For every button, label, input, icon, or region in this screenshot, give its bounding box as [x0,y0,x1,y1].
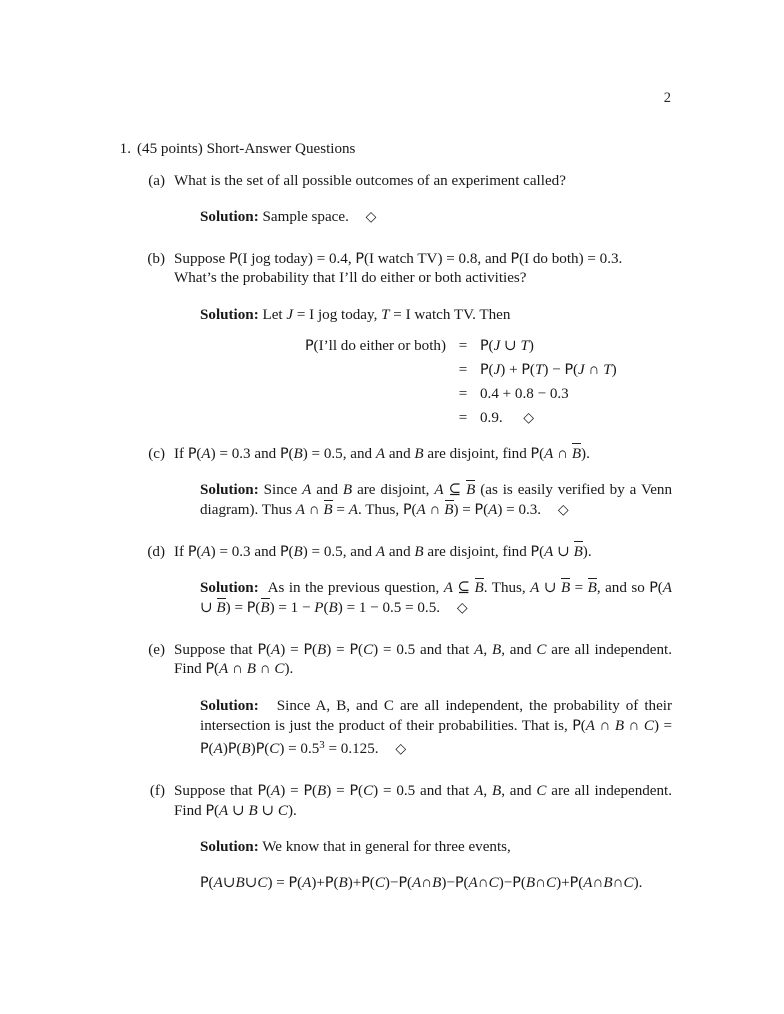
subpart-d-solution [200,579,672,618]
subpart-c-solution [200,481,672,520]
subpart-f-label: (f) [149,782,165,799]
equation-rhs: P(J ∪ T) [480,338,534,355]
equation-relation: = [458,362,468,379]
equation-lhs: P(I’ll do either or both) [305,338,446,355]
solution-heading: Solution: [200,307,259,324]
subpart-b [137,250,672,431]
solution-heading: Solution: [200,839,259,856]
solution-body: Sample space. [262,209,349,226]
equation-row [200,383,720,407]
subpart-b-solution [200,306,672,326]
subpart-a-label: (a) [148,172,165,189]
solution-heading: Solution: [200,580,259,597]
solution-heading: Solution: [200,482,259,499]
equation-lhs [200,359,446,383]
subpart-c-question: If P(A) = 0.3 and P(B) = 0.5, and A and B are disjoint, find P(A ∩ B). [174,445,672,465]
solution-heading: Solution: [200,697,259,714]
equation-relation: = [458,338,468,355]
subpart-d [137,543,672,619]
equation-lhs [200,407,446,431]
aligned-equation-b [200,335,720,431]
solution-heading: Solution: [200,209,259,226]
subpart-e-solution [200,697,672,760]
subpart-f-question: Suppose that P(A) = P(B) = P(C) = 0.5 and that A, B, and C are all independent. Find P(A ∪ B ∪ C). [174,782,673,819]
subpart-e-label: (e) [148,641,165,658]
solution-body: Since A, B, and C are all independent, the probability of their intersection is just the product of their probabilities. That is, P(A ∩ B ∩ $C) = P(A)P(B)P(C) = 0.5^3 = 0.125$. [200,697,673,758]
solution-body: Let J = I jog today, T = I watch TV. Then [262,307,511,324]
qed-symbol: ◇ [557,503,569,519]
subpart-f-solution [200,838,672,893]
subpart-c [137,445,672,521]
solution-body: We know that in general for three events, [262,839,511,856]
equation-rhs: P(J) + P(T) − P(J ∩ T) [480,362,617,379]
equation-rhs: 0.9. ◇ [480,407,720,431]
problem-label: 1. [119,141,131,157]
equation-lhs [200,383,446,407]
equation-relation: = [458,386,468,403]
subparts-list [137,172,672,893]
solution-body: As in the previous question, A ⊆ B. Thus, A ∪ B = B, and so P(A ∪ B) = P(B) = 1 − P(B) = 1 − 0.5 = 0.5. [200,580,672,616]
qed-symbol: ◇ [365,210,377,226]
problem-title: (45 points) Short-Answer Questions [137,141,356,157]
equation-rhs: 0.4 + 0.8 − 0.3 [480,386,569,403]
problem-list [110,140,672,893]
subpart-a [137,172,672,228]
subpart-b-label: (b) [147,250,165,267]
subpart-a-question: What is the set of all possible outcomes of an experiment called? [174,172,566,189]
equation-row [200,335,720,359]
subpart-b-question-line-2: What’s the probability that I’ll do either or both activities? [174,270,527,287]
subpart-c-label: (c) [148,445,165,462]
subpart-f [137,782,672,893]
subpart-e [137,641,672,760]
subpart-d-label: (d) [147,543,165,560]
equation-row [200,407,720,431]
subpart-b-question-line-1: Suppose P(I jog today) = 0.4, P(I watch TV) = 0.8, and P(I do both) = 0.3. [174,250,623,267]
solution-body: Since A and B are disjoint, A ⊆ B (as is easily verified by a Venn diagram). Thus A ∩ B = A. Thus, P(A ∩ B) = P(A) = 0.3. [200,482,672,518]
display-equation-f: P(A∪B∪C) = P(A)+P(B)+P(C)−P(A∩B)−P(A∩C)−P(B∩C)+P(A∩B∩C). [200,874,643,891]
subpart-a-solution [200,208,672,228]
problem-item-1 [110,140,672,893]
qed-symbol: ◇ [523,411,534,427]
page-number: 2 [663,90,671,106]
qed-symbol: ◇ [395,742,407,758]
subpart-e-question: Suppose that P(A) = P(B) = P(C) = 0.5 and that A, B, and C are all independent. Find P(A ∩ B ∩ C). [174,641,673,678]
equation-row [200,359,720,383]
qed-symbol: ◇ [456,601,468,617]
equation-relation: = [458,410,468,427]
subpart-d-question: If P(A) = 0.3 and P(B) = 0.5, and A and B are disjoint, find P(A ∪ B). [174,543,672,563]
